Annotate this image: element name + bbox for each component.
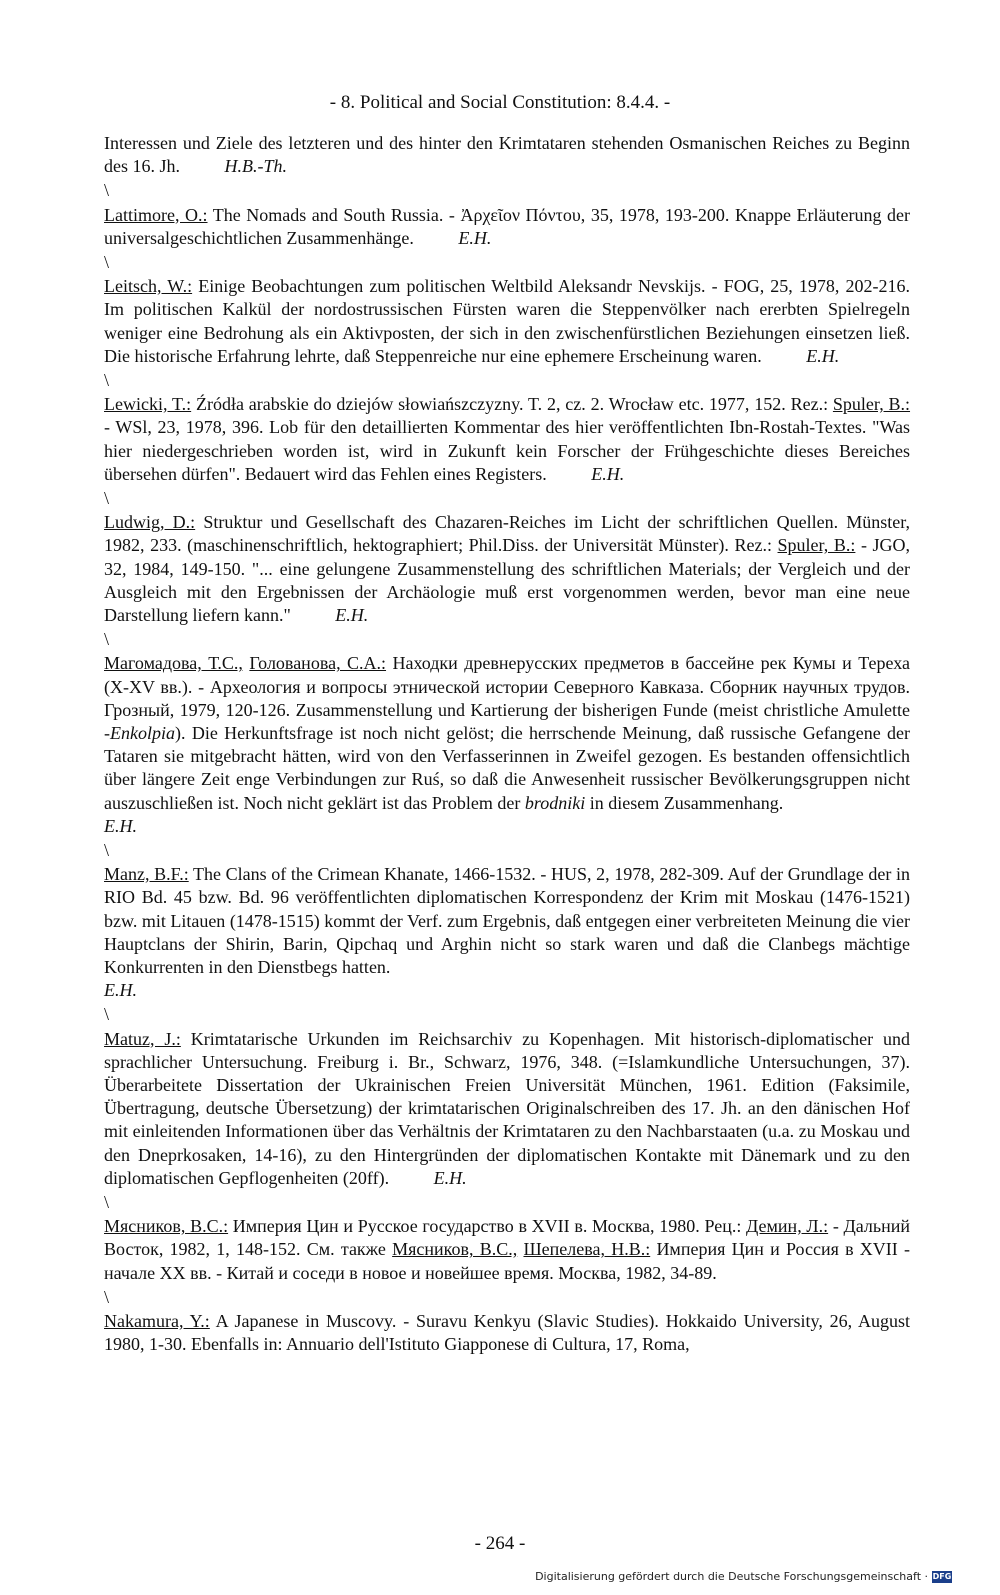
bibliography-entry [104,132,910,178]
author-name: Шепелева, Н.В.: [523,1239,651,1260]
entry-text: Krimtatarische Urkunden im Reichsarchiv zu Kopenhagen. Mit historisch-diplomatischer und sprachlicher Untersuchung. Freiburg i. Br., Schwarz, 1976, 348. (=Islamkundliche Untersuchungen, 37). Überarbeitete Dissertation der Ukrainischen Freien Universität München, 1961. Edition (Faksimile, Übertragung, deutsche Übersetzung) der krimtatarischen Originalschreiben des 17. Jh. an den dänischen Hof mit einleitenden Informationen über das Verhältnis der Krimtataren zu den Nachbarstaaten (u.a. zu Moskau und den Dneprkosaken, 14-16), zu den Hintergründen der diplomatischen Kontakte mit Dänemark und zu den diplomatischen Gepflogenheiten (20ff). [104,1028,910,1188]
entry-text: A Japanese in Muscovy. - Suravu Kenkyu (Slavic Studies). Hokkaido University, 26, August 1980, 1-30. Ebenfalls in: Annuario dell'Istituto Giapponese di Cultura, 17, Roma, [104,1311,910,1355]
page-number: - 264 - [474,1533,526,1554]
author-name: Lewicki, T.: [104,394,192,415]
bibliography-entry [104,275,910,368]
author-name: Ludwig, D.: [104,512,196,533]
author-name: Leitsch, W.: [104,276,193,297]
author-name: Manz, B.F.: [104,864,189,885]
author-name: Lattimore, O.: [104,204,208,225]
bibliography-body [104,132,910,1357]
reviewer-initials: H.B.-Th. [224,156,287,177]
entry-separator: \ [104,180,110,201]
reviewer-initials: E.H. [591,463,625,484]
italic-term: Enkolpia [110,723,175,743]
bibliography-entry [104,1310,910,1356]
entry-text: ). Die Herkunftsfrage ist noch nicht gelöst; die herrschende Meinung, daß russische Gefangene der Tataren sie mitgebracht hätten, wird von den Verfasserinnen in Zweifel gezogen. Es bestanden offensichtlich über längere Zeit enge Verbindungen zur Ruś, so daß die Anwesenheit russischer Bevölkerungsgruppen nicht auszuschließen ist. Noch nicht geklärt ist das Problem der [104,723,910,813]
entry-text: Империя Цин и Русское государство в XVII в. Москва, 1980. Рец.: [232,1216,742,1237]
review-author: Spuler, B.: [777,535,856,556]
entry-text: in diesem Zusammenhang. [589,792,784,813]
entry-text: Struktur und Gesellschaft des Chazaren-Reiches im Licht der schriftlichen Quellen. Münster, 1982, 233. (maschinenschriftlich, hektographiert; Phil.Diss. der Universität Münster). [104,512,911,556]
bibliography-entry [104,511,910,627]
reviewer-initials: E.H. [458,227,492,248]
bibliography-entry [104,393,910,486]
entry-separator: \ [104,488,110,508]
review-text: - WSl, 23, 1978, 396. Lob für den detaillierten Kommentar des hier veröffentlichten Ibn-Rostah-Textes. "Was hier niedergeschrieben worden ist, wird in Zukunft kein Forscher der Frühgeschichte dieses Bereiches übersehen dürfen". Bedauert wird das Fehlen eines Registers. [104,417,910,484]
reviewer-initials: E.H. [335,605,369,625]
review-text: - JGO, 32, 1984, 149-150. "... eine gelungene Zusammenstellung des schriftlichen Materials; der Vergleich und der Ausgleich mit den Ergebnissen der Archäologie muß erst vorgenommen werden, bevor man eine neue Darstellung liefern kann." [104,535,911,625]
bibliography-entry [104,204,910,250]
reviewer-initials: E.H. [806,345,840,366]
entry-separator: \ [104,629,110,650]
author-name: Nakamura, Y.: [104,1311,210,1332]
entry-separator: \ [104,370,110,390]
entry-separator: \ [104,840,110,861]
reviewer-initials: E.H. [433,1167,467,1188]
review-author: Демин, Л.: [746,1216,829,1237]
entry-text: Находки древнерусских предметов в бассейне рек Кумы и Тереха (X-XV вв.). - Археология и вопросы этнической истории Северного Кавказа. Сборник научных трудов. Грозный, 1979, 120-126. Zusammenstellung und Kartierung der bisherigen Funde (meist christliche Amulette - [104,653,911,743]
entry-text: Einige Beobachtungen zum politischen Weltbild Aleksandr Nevskijs. - FOG, 25, 1978, 202-216. Im politischen Kalkül der nordostrussischen Fürsten waren die Steppenvölker nach ererbten Spielregeln weniger eine Bedrohung als ein Aktivposten, der sich in den zwischenfürstlichen Beziehungen einsetzen ließ. Die historische Erfahrung lehrte, daß Steppenreiche nur eine ephemere Erscheinung waren. [104,276,911,366]
italic-term: brodniki [524,792,586,813]
bibliography-entry [104,1028,910,1190]
review-label: Rez.: [790,394,829,415]
entry-text: Interessen und Ziele des letzteren und des hinter den Krimtataren stehenden Osmanischen Reiches zu Beginn des 16. Jh. [104,133,910,177]
author-name: Голованова, С.А.: [249,653,387,674]
entry-text: The Nomads and South Russia. - Ἀρχεῖον Πόντου, 35, 1978, 193-200. Knappe Erläuterung der universalgeschichtlichen Zusammenhänge. [104,204,910,248]
dfg-logo-icon: DFG [932,1571,952,1581]
bibliography-entry [104,863,910,1002]
entry-separator: \ [104,1004,110,1025]
entry-separator: \ [104,1192,110,1213]
author-name: Matuz, J.: [104,1028,181,1049]
review-author: Spuler, B.: [832,394,911,415]
review-label: Rez.: [734,535,772,556]
entry-text: - Дальний Восток, 1982, 1, 148-152. См. также [104,1216,911,1260]
author-name: Мясников, В.С., [392,1239,518,1260]
entry-separator: \ [104,1286,110,1307]
running-header: - 8. Political and Social Constitution: 8.4.4. - [329,92,671,113]
digitization-note: Digitalisierung gefördert durch die Deutsche Forschungsgemeinschaft · [535,1570,928,1583]
entry-text: The Clans of the Crimean Khanate, 1466-1532. - HUS, 2, 1978, 282-309. Auf der Grundlage der in RIO Bd. 45 bzw. Bd. 96 veröffentlichten diplomatischen Korrespondenz der Krim mit Moskau (1476-1521) bzw. mit Litauen (1478-1515) kommt der Verf. zum Ergebnis, daß entgegen einer verbreiteten Meinung die vier Hauptclans der Shirin, Barin, Qipchaq und Arghin nicht so stark waren und daß die Clanbegs mächtige Konkurrenten in den Dienstbegs hatten. [104,864,910,978]
bibliography-entry [104,1215,910,1285]
entry-text: Империя Цин и Россия в XVII - начале XX вв. - Китай и соседи в новое и новейшее время. Москва, 1982, 34-89. [104,1239,911,1283]
bibliography-entry [104,652,910,838]
dfg-credit [535,1570,952,1583]
entry-separator: \ [104,252,110,272]
reviewer-initials: E.H. [104,980,137,1001]
author-name: Магомадова, Т.С., [104,653,243,674]
author-name: Мясников, В.С.: [104,1216,229,1237]
reviewer-initials: E.H. [104,815,137,836]
entry-text: Źródła arabskie do dziejów słowiańszczyzny. T. 2, cz. 2. Wrocław etc. 1977, 152. [195,394,786,415]
